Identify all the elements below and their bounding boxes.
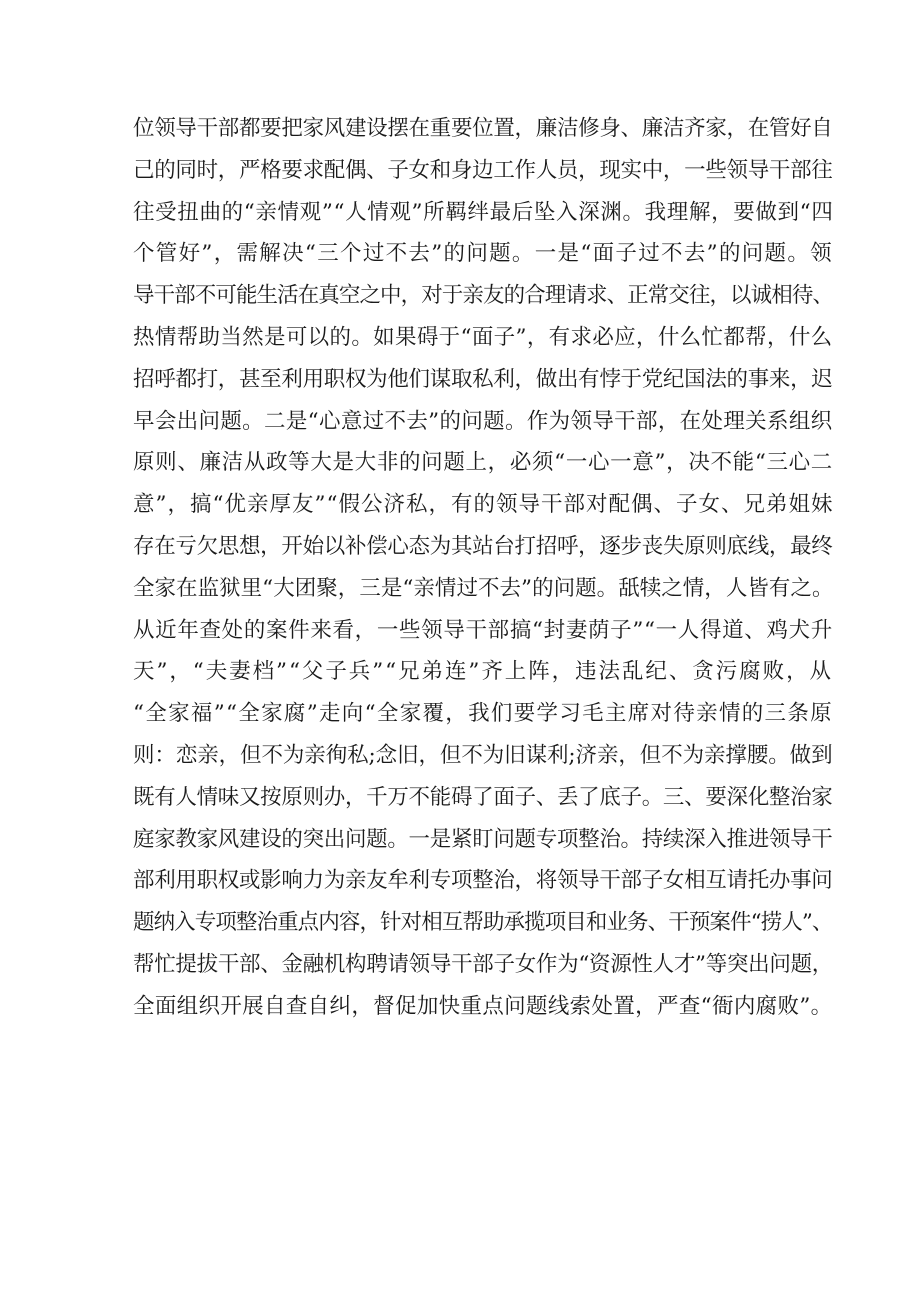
text-line: 帮忙提拔干部、金融机构聘请领导干部子女作为“资源性人才”等突出问题， xyxy=(133,951,833,977)
text-line: 既有人情味又按原则办，千万不能碍了面子、丢了底子。三、要深化整治家 xyxy=(133,784,833,810)
text-line: 全家在监狱里“大团聚，三是“亲情过不去”的问题。舐犊之情，人皆有之。 xyxy=(133,575,834,601)
text-line: 个管好”，需解决“三个过不去”的问题。一是“面子过不去”的问题。领 xyxy=(133,241,833,267)
text-line: 招呼都打，甚至利用职权为他们谋取私利，做出有悖于党纪国法的事来，迟 xyxy=(133,366,833,392)
text-line: 热情帮助当然是可以的。如果碍于“面子”，有求必应，什么忙都帮，什么 xyxy=(133,324,833,350)
text-line: 则：恋亲，但不为亲徇私;念旧，但不为旧谋利;济亲，但不为亲撑腰。做到 xyxy=(133,742,833,768)
text-line: 己的同时，严格要求配偶、子女和身边工作人员，现实中，一些领导干部往 xyxy=(133,157,833,183)
text-line: 位领导干部都要把家风建设摆在重要位置，廉洁修身、廉洁齐家，在管好自 xyxy=(133,116,833,141)
text-line: 题纳入专项整治重点内容，针对相互帮助承揽项目和业务、干预案件“捞人”、 xyxy=(133,910,833,936)
text-line: 意”，搞“优亲厚友”“假公济私，有的领导干部对配偶、子女、兄弟姐妹 xyxy=(133,492,834,518)
body-paragraph xyxy=(133,108,833,1028)
text-line: 原则、廉洁从政等大是大非的问题上，必须“一心一意”，决不能“三心二 xyxy=(133,450,833,476)
text-line: 早会出问题。二是“心意过不去”的问题。作为领导干部，在处理关系组织 xyxy=(133,408,833,434)
text-line: 部利用职权或影响力为亲友牟利专项整治，将领导干部子女相互请托办事问 xyxy=(133,868,833,894)
text-line: 庭家教家风建设的突出问题。一是紧盯问题专项整治。持续深入推进领导干 xyxy=(133,826,833,852)
text-line: “全家福”“全家腐”走向“全家覆，我们要学习毛主席对待亲情的三条原 xyxy=(133,701,833,727)
text-line: 全面组织开展自查自纠，督促加快重点问题线索处置，严查“衙内腐败”。 xyxy=(133,993,833,1019)
text-line: 天”，“夫妻档”“父子兵”“兄弟连”齐上阵，违法乱纪、贪污腐败，从 xyxy=(133,659,833,685)
text-line: 存在亏欠思想，开始以补偿心态为其站台打招呼，逐步丧失原则底线，最终 xyxy=(133,533,833,559)
text-line: 往受扭曲的“亲情观”“人情观”所羁绊最后坠入深渊。我理解，要做到“四 xyxy=(133,199,834,225)
text-line: 从近年查处的案件来看，一些领导干部搞“封妻荫子”“一人得道、鸡犬升 xyxy=(133,617,833,643)
text-line: 导干部不可能生活在真空之中，对于亲友的合理请求、正常交往，以诚相待、 xyxy=(133,283,834,309)
